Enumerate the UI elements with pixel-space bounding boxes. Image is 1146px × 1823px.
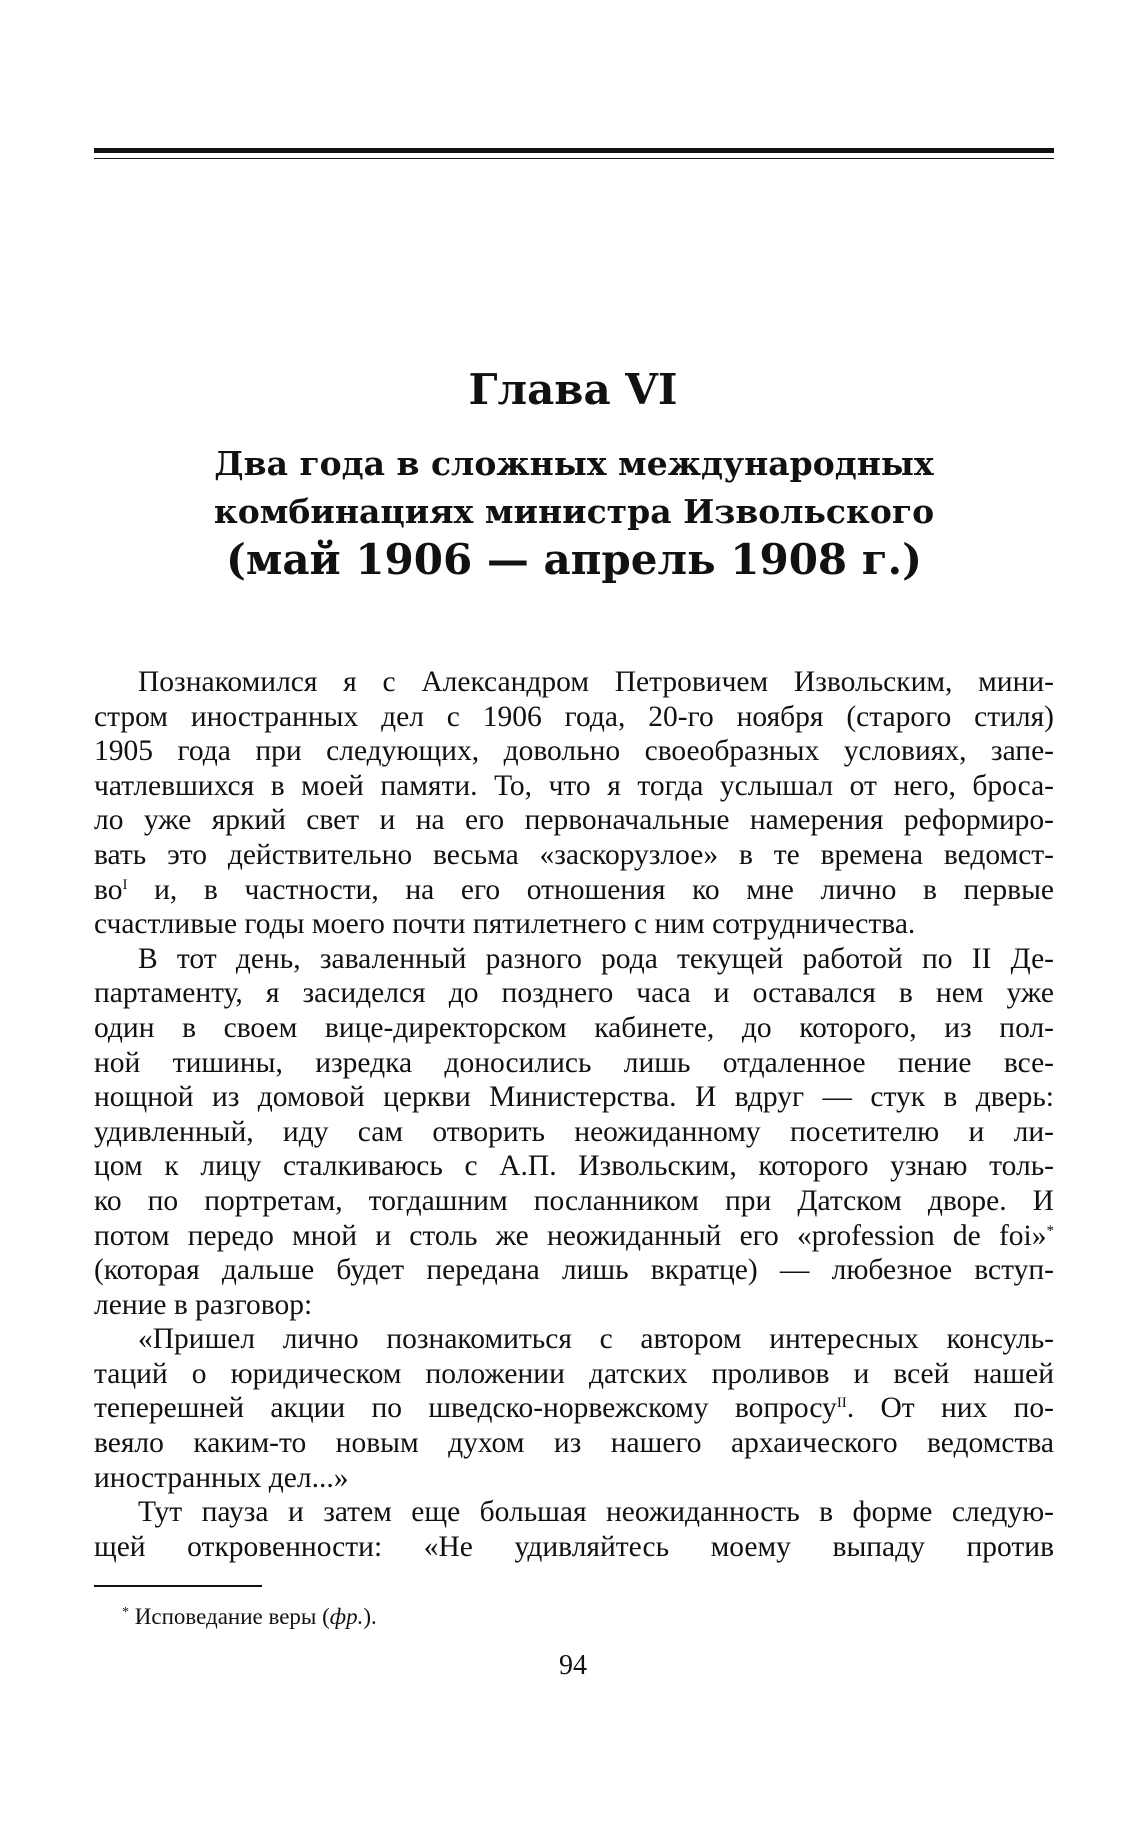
chapter-title (94, 440, 1054, 584)
paragraph-2 (94, 942, 1054, 1323)
text-line: Познакомился я с Александром Петровичем Извольским, мини- (138, 666, 1054, 698)
text-line: ной тишины, изредка доносились лишь отдаленное пение все- (94, 1046, 1054, 1079)
body-text (94, 665, 1054, 1564)
text-line (94, 873, 1054, 908)
chapter-title-line-3: (май 1906 — апрель 1908 г.) (225, 535, 922, 584)
text-line: веяло каким-то новым духом из нашего архаического ведомства (94, 1427, 1054, 1460)
chapter-title-line-2: комбинациях министра Извольского (213, 492, 935, 531)
text-line: нощной из домовой церкви Министерства. И вдруг — стук в дверь: (94, 1081, 1054, 1114)
paragraph-4 (94, 1495, 1054, 1564)
text-fragment: . От них по- (846, 1392, 1054, 1425)
footnote-rule (94, 1585, 262, 1587)
text-line: партаменту, я засиделся до позднего часа и оставался в нем уже (94, 977, 1054, 1010)
footnote (122, 1604, 377, 1630)
chapter-title-line-1: Два года в сложных международных (214, 444, 934, 483)
footnote-marker: * (122, 1605, 129, 1620)
paragraph-1 (94, 665, 1054, 942)
text-fragment: и, в частности, на его отношения ко мне лично в первые (127, 873, 1054, 906)
text-line: щей откровенности: «Не удивляйтесь моему выпаду против (94, 1530, 1054, 1563)
footnote-abbreviation: фр. (329, 1604, 364, 1629)
text-line: «Пришел лично познакомиться с автором интересных консуль- (138, 1323, 1054, 1356)
page-number: 94 (559, 1650, 587, 1681)
text-line: 1905 года при следующих, довольно своеобразных условиях, запе- (94, 735, 1054, 768)
text-line: таций о юридическом положении датских проливов и всей нашей (94, 1357, 1054, 1390)
endnote-marker: I (122, 876, 128, 893)
text-line: стром иностранных дел с 1906 года, 20-го ноября (старого стиля) (94, 700, 1054, 733)
text-line (94, 1219, 1054, 1254)
top-rule-thick (94, 148, 1054, 153)
text-line (94, 1391, 1054, 1426)
text-fragment: потом передо мной и столь же неожиданный его «profession de foi» (94, 1219, 1047, 1252)
text-line: удивленный, иду сам отворить неожиданному посетителю и ли- (94, 1115, 1054, 1148)
footnote-text-end: ). (363, 1604, 377, 1629)
paragraph-3 (94, 1322, 1054, 1495)
text-line: ление в разговор: (94, 1288, 313, 1321)
footnote-marker: * (1046, 1222, 1054, 1239)
text-line: ло уже яркий свет и на его первоначальные намерения реформиро- (94, 804, 1054, 837)
footnote-text: Исповедание веры ( (129, 1604, 330, 1629)
text-line: (которая дальше будет передана лишь вкратце) — любезное вступ- (94, 1254, 1054, 1287)
text-line: Тут пауза и затем еще большая неожиданность в форме следую- (138, 1496, 1054, 1529)
text-line: цом к лицу сталкиваюсь с А.П. Извольским, которого узнаю толь- (94, 1150, 1054, 1183)
text-line: ко по портретам, тогдашним посланником при Датском дворе. И (94, 1184, 1054, 1217)
text-line: вать это действительно весьма «заскорузлое» в те времена ведомст- (94, 838, 1054, 871)
text-line: чатлевшихся в моей памяти. То, что я тогда услышал от него, броса- (94, 769, 1054, 802)
text-line: В тот день, заваленный разного рода текущей работой по II Де- (138, 942, 1054, 975)
text-fragment: во (94, 873, 123, 906)
chapter-label: Глава VI (468, 365, 678, 414)
text-line: один в своем вице-директорском кабинете, до которого, из пол- (94, 1011, 1054, 1044)
top-rule-thin (94, 158, 1054, 159)
text-fragment: теперешней акции по шведско-норвежскому вопросу (94, 1392, 837, 1425)
endnote-marker: II (836, 1395, 847, 1412)
text-line: иностранных дел...» (94, 1461, 349, 1494)
text-line: счастливые годы моего почти пятилетнего с ним сотрудничества. (94, 908, 916, 941)
